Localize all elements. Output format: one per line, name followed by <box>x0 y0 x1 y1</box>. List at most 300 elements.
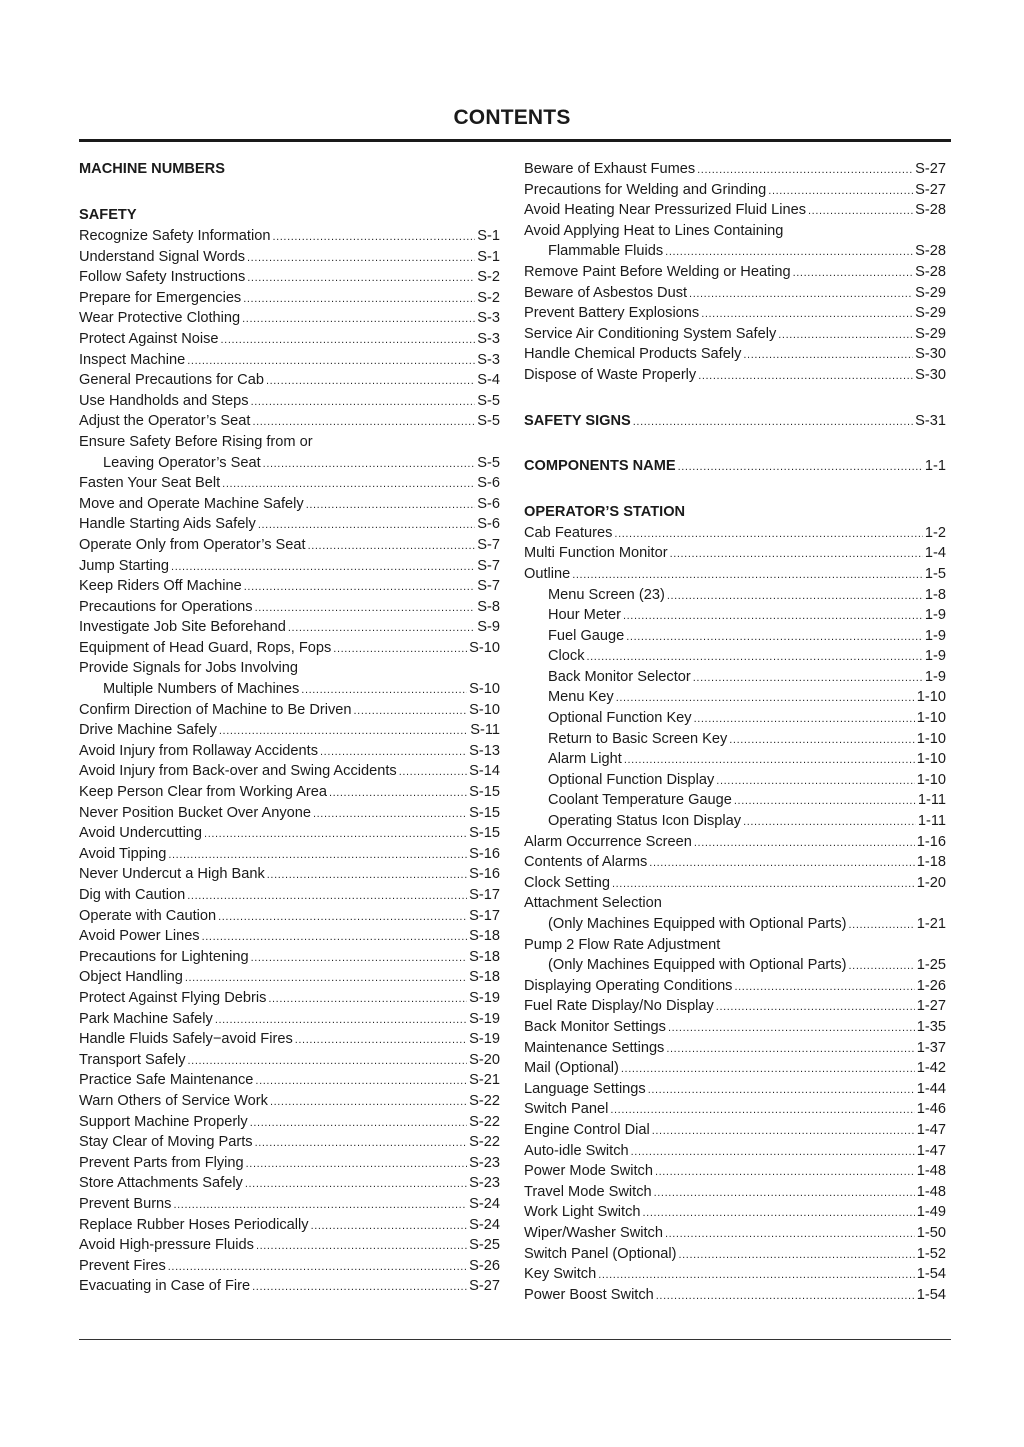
toc-entry-page: 1-20 <box>916 874 946 891</box>
toc-entry-label: Travel Mode Switch <box>524 1183 652 1200</box>
toc-entry[interactable] <box>79 1132 500 1153</box>
toc-entry[interactable] <box>79 1173 500 1194</box>
toc-entry-label: Mail (Optional) <box>524 1060 619 1077</box>
leader-dots <box>187 886 467 907</box>
leader-dots <box>250 1113 467 1134</box>
leader-dots <box>849 956 915 977</box>
toc-entry[interactable] <box>524 893 946 914</box>
toc-entry-label: Multiple Numbers of Machines <box>103 681 300 698</box>
toc-entry-page: S-26 <box>469 1257 500 1274</box>
toc-entry[interactable] <box>524 1099 946 1120</box>
toc-entry-page: S-22 <box>469 1092 500 1109</box>
toc-entry-label: Displaying Operating Conditions <box>524 977 733 994</box>
toc-entry-page: S-27 <box>915 161 946 177</box>
toc-entry-label: Work Light Switch <box>524 1204 641 1221</box>
leader-dots <box>849 915 915 936</box>
toc-entry[interactable] <box>524 1161 946 1182</box>
toc-entry-label: Jump Starting <box>79 557 170 574</box>
leader-dots <box>255 1071 467 1092</box>
toc-entry-label: Leaving Operator’s Seat <box>103 454 261 471</box>
station-entry-list <box>524 523 946 1306</box>
toc-entry-label: Wear Protective Clothing <box>79 310 241 327</box>
toc-entry-label: Optional Function Key <box>548 710 692 727</box>
leader-dots <box>614 524 922 545</box>
toc-entry[interactable] <box>524 159 946 180</box>
heading-operators-station[interactable]: OPERATOR’S STATION <box>524 503 686 520</box>
toc-entry-page: 1-16 <box>916 833 946 850</box>
toc-entry-label: Evacuating in Case of Fire <box>79 1278 251 1295</box>
toc-entry[interactable] <box>524 1079 946 1100</box>
toc-entry-label: Drive Machine Safely <box>79 722 217 739</box>
toc-entry-label: Prepare for Emergencies <box>79 289 242 306</box>
leader-dots <box>173 1195 467 1216</box>
toc-entry-label: Switch Panel (Optional) <box>524 1245 677 1262</box>
leader-dots <box>247 268 475 289</box>
toc-entry[interactable] <box>79 967 500 988</box>
leader-dots <box>587 647 923 668</box>
title-rule <box>79 139 951 142</box>
toc-entry-page: 1-26 <box>916 977 946 994</box>
toc-entry-page: S-19 <box>469 989 500 1006</box>
toc-entry[interactable] <box>79 288 500 309</box>
toc-entry-label: Never Position Bucket Over Anyone <box>79 804 311 821</box>
toc-entry-label: Clock <box>548 648 585 665</box>
toc-entry-label: Maintenance Settings <box>524 1039 665 1056</box>
leader-dots <box>256 1236 467 1257</box>
toc-entry-page: S-3 <box>477 330 500 347</box>
toc-entry-page: S-2 <box>477 289 500 306</box>
toc-entry[interactable] <box>79 329 500 350</box>
toc-entry[interactable] <box>524 365 946 386</box>
toc-entry-page: S-14 <box>469 763 500 780</box>
toc-entry-page: S-8 <box>477 598 500 615</box>
toc-entry[interactable] <box>79 1235 500 1256</box>
toc-entry[interactable] <box>79 1050 500 1071</box>
toc-entry[interactable] <box>79 844 500 865</box>
toc-entry[interactable] <box>524 914 946 935</box>
leader-dots <box>655 1162 915 1183</box>
toc-entry[interactable] <box>79 1009 500 1030</box>
toc-entry[interactable] <box>79 494 500 515</box>
toc-entry[interactable] <box>79 1153 500 1174</box>
toc-entry[interactable] <box>79 432 500 453</box>
toc-entry[interactable] <box>79 823 500 844</box>
toc-entry-label: Replace Rubber Hoses Periodically <box>79 1216 309 1233</box>
toc-entry-page: 1-2 <box>924 524 946 541</box>
leader-dots <box>668 1018 915 1039</box>
toc-entry[interactable] <box>79 350 500 371</box>
toc-entry-label: Store Attachments Safely <box>79 1175 243 1192</box>
leader-dots <box>621 1059 915 1080</box>
toc-entry[interactable] <box>79 803 500 824</box>
toc-entry-page: 1-52 <box>916 1245 946 1262</box>
leader-dots <box>768 181 913 202</box>
toc-entry[interactable] <box>79 658 500 679</box>
toc-entry-page: S-29 <box>915 325 946 342</box>
toc-entry-label: Prevent Fires <box>79 1257 166 1274</box>
toc-entry-label: Protect Against Flying Debris <box>79 989 267 1006</box>
toc-entry-label: Support Machine Properly <box>79 1113 248 1130</box>
toc-entry[interactable] <box>79 988 500 1009</box>
toc-entry[interactable] <box>79 1029 500 1050</box>
toc-entry-label: Fuel Gauge <box>548 627 625 644</box>
toc-entry[interactable] <box>524 180 946 201</box>
toc-entry-label: Provide Signals for Jobs Involving <box>79 660 299 677</box>
toc-entry-label: Key Switch <box>524 1266 597 1283</box>
toc-entry[interactable] <box>524 852 946 873</box>
toc-entry-label: (Only Machines Equipped with Optional Parts) <box>548 916 847 932</box>
toc-entry[interactable] <box>524 605 946 626</box>
toc-entry[interactable] <box>79 1256 500 1277</box>
leader-dots <box>716 997 915 1018</box>
leader-dots <box>666 1039 914 1060</box>
toc-entry-page: S-18 <box>469 969 500 986</box>
toc-entry[interactable] <box>79 576 500 597</box>
toc-entry[interactable] <box>524 996 946 1017</box>
toc-entry[interactable] <box>524 1244 946 1265</box>
toc-entry-page: S-24 <box>469 1216 500 1233</box>
leader-dots <box>187 351 475 372</box>
toc-entry[interactable] <box>524 1285 946 1306</box>
toc-entry[interactable] <box>524 241 946 262</box>
toc-entry-page: 1-10 <box>916 751 946 768</box>
toc-entry[interactable] <box>524 646 946 667</box>
toc-entry-page: S-1 <box>477 228 500 244</box>
toc-entry-label: Keep Person Clear from Working Area <box>79 784 327 801</box>
leader-dots <box>734 977 914 998</box>
toc-entry-label: Avoid Undercutting <box>79 825 203 842</box>
leader-dots <box>252 412 475 433</box>
toc-entry-label: Back Monitor Selector <box>548 668 691 685</box>
toc-entry-label: Back Monitor Settings <box>524 1018 666 1035</box>
toc-entry-label: Operate Only from Operator’s Seat <box>79 536 306 553</box>
toc-entry-label: Precautions for Lightening <box>79 948 249 965</box>
toc-entry-label: Handle Chemical Products Safely <box>524 346 742 363</box>
toc-entry-page: S-29 <box>915 305 946 322</box>
leader-dots <box>270 1092 467 1113</box>
toc-entry-label: Warn Others of Service Work <box>79 1092 268 1109</box>
toc-entry-page: 1-11 <box>917 813 946 830</box>
toc-entry-label: Clock Setting <box>524 874 610 891</box>
toc-entry[interactable] <box>79 1276 500 1297</box>
toc-entry-label: Engine Control Dial <box>524 1121 650 1138</box>
toc-entry[interactable] <box>524 832 946 853</box>
toc-entry-label: Flammable Fluids <box>548 243 664 260</box>
leader-dots <box>272 227 475 248</box>
toc-entry-label: Follow Safety Instructions <box>79 269 246 286</box>
toc-entry-page: S-30 <box>915 346 946 363</box>
leader-dots <box>245 1174 467 1195</box>
toc-entry-label: Prevent Parts from Flying <box>79 1154 244 1171</box>
toc-entry-label: Auto-idle Switch <box>524 1142 629 1159</box>
toc-entry-page: S-18 <box>469 948 500 965</box>
leader-dots <box>202 927 468 948</box>
toc-entry-page: 1-9 <box>924 607 946 624</box>
toc-entry[interactable] <box>79 556 500 577</box>
leader-dots <box>679 1245 915 1266</box>
toc-entry[interactable] <box>79 1091 500 1112</box>
toc-entry[interactable] <box>524 667 946 688</box>
toc-entry-page: S-3 <box>477 351 500 368</box>
leader-dots <box>168 845 467 866</box>
toc-entry[interactable] <box>79 370 500 391</box>
toc-entry[interactable] <box>79 1215 500 1236</box>
toc-entry-page: S-10 <box>469 639 500 656</box>
toc-entry-page: 1-42 <box>916 1060 946 1077</box>
toc-entry-page: S-29 <box>915 284 946 301</box>
toc-entry-label: Use Handholds and Steps <box>79 392 249 409</box>
toc-entry-page: S-4 <box>477 372 500 389</box>
toc-entry[interactable] <box>524 687 946 708</box>
toc-entry-label: Operating Status Icon Display <box>548 813 742 830</box>
toc-entry-label: Optional Function Display <box>548 771 715 788</box>
leader-dots <box>168 1257 467 1278</box>
toc-entry[interactable] <box>79 391 500 412</box>
toc-entry[interactable] <box>524 324 946 345</box>
toc-entry-page: 1-9 <box>924 668 946 685</box>
toc-entry-page: 1-54 <box>916 1286 946 1303</box>
toc-entry-label: Contents of Alarms <box>524 854 648 871</box>
toc-entry[interactable] <box>79 741 500 762</box>
toc-entry-page: S-20 <box>469 1051 500 1068</box>
safety-entry-list <box>79 226 500 1297</box>
toc-entry-page: S-17 <box>469 887 500 903</box>
toc-entry[interactable] <box>79 473 500 494</box>
leader-dots <box>204 824 467 845</box>
toc-entry[interactable] <box>524 790 946 811</box>
toc-entry-page: S-17 <box>469 907 500 924</box>
toc-entry-label: Outline <box>524 565 571 582</box>
toc-entry[interactable] <box>524 344 946 365</box>
leader-dots <box>701 304 913 325</box>
toc-entry-page: S-25 <box>469 1237 500 1254</box>
toc-entry-page: 1-10 <box>916 730 946 747</box>
leader-dots <box>263 454 476 475</box>
leader-dots <box>643 1203 915 1224</box>
leader-dots <box>311 1216 468 1237</box>
toc-entry-page: S-15 <box>469 784 500 801</box>
toc-entry-page: S-19 <box>469 1031 500 1048</box>
leader-dots <box>667 586 923 607</box>
toc-entry[interactable] <box>79 926 500 947</box>
toc-entry[interactable] <box>524 770 946 791</box>
toc-entry[interactable] <box>524 303 946 324</box>
heading-machine-numbers[interactable]: MACHINE NUMBERS <box>79 161 225 177</box>
toc-entry-page: 1-35 <box>916 1018 946 1035</box>
toc-entry-safety-signs[interactable] <box>524 411 946 432</box>
toc-entry[interactable] <box>524 626 946 647</box>
toc-entry[interactable] <box>524 1017 946 1038</box>
toc-entry-page: S-16 <box>469 866 500 883</box>
toc-entry-label: Move and Operate Machine Safely <box>79 495 304 512</box>
leader-dots <box>247 248 475 269</box>
toc-entry[interactable] <box>524 976 946 997</box>
toc-entry[interactable] <box>79 700 500 721</box>
toc-entry[interactable] <box>524 564 946 585</box>
toc-entry[interactable] <box>79 638 500 659</box>
toc-entry-label: Beware of Asbestos Dust <box>524 284 688 301</box>
toc-entry[interactable] <box>79 308 500 329</box>
toc-entry[interactable] <box>79 864 500 885</box>
toc-entry-label: Never Undercut a High Bank <box>79 866 265 883</box>
toc-entry[interactable] <box>524 221 946 242</box>
toc-entry-page: 1-49 <box>916 1204 946 1221</box>
leader-dots <box>729 730 915 751</box>
toc-entry-page: 1-47 <box>916 1142 946 1159</box>
toc-entry-page: 1-44 <box>916 1080 946 1097</box>
leader-dots <box>652 1121 915 1142</box>
toc-entry-label: Menu Screen (23) <box>548 586 665 603</box>
toc-entry[interactable] <box>524 708 946 729</box>
toc-entry[interactable] <box>79 267 500 288</box>
toc-entry-page: S-15 <box>469 825 500 842</box>
leader-dots <box>218 907 467 928</box>
toc-entry-page: S-3 <box>477 310 500 327</box>
leader-dots <box>598 1265 915 1286</box>
leader-dots <box>308 536 476 557</box>
toc-entry-page: S-11 <box>470 722 500 739</box>
toc-entry-label: Park Machine Safely <box>79 1010 213 1027</box>
toc-entry[interactable] <box>79 761 500 782</box>
toc-entry-label: Recognize Safety Information <box>79 228 271 244</box>
toc-entry[interactable] <box>79 1194 500 1215</box>
leader-dots <box>624 750 915 771</box>
toc-entry-page: S-7 <box>477 557 500 574</box>
toc-entry[interactable] <box>524 262 946 283</box>
toc-entry[interactable] <box>524 1202 946 1223</box>
toc-entry-label: Avoid Tipping <box>79 845 167 862</box>
toc-entry-label: Prevent Burns <box>79 1195 172 1212</box>
toc-entry[interactable] <box>79 782 500 803</box>
leader-dots <box>288 618 475 639</box>
toc-entry-page: 1-50 <box>916 1224 946 1241</box>
toc-entry-label: Keep Riders Off Machine <box>79 578 242 595</box>
toc-entry[interactable] <box>79 453 500 474</box>
toc-entry-page: S-22 <box>469 1113 500 1130</box>
toc-entry-label: Language Settings <box>524 1080 646 1097</box>
toc-entry-page: S-7 <box>477 578 500 595</box>
leader-dots <box>698 366 913 387</box>
toc-entry-label: Avoid Injury from Rollaway Accidents <box>79 742 319 759</box>
toc-entry-label: Fuel Rate Display/No Display <box>524 998 714 1015</box>
toc-entry[interactable] <box>79 411 500 432</box>
toc-entry-page: S-30 <box>915 366 946 383</box>
toc-entry[interactable] <box>79 535 500 556</box>
toc-entry-page: S-27 <box>915 181 946 198</box>
footer-rule <box>79 1339 951 1340</box>
toc-entry[interactable] <box>524 729 946 750</box>
toc-entry[interactable] <box>79 885 500 906</box>
toc-entry-page: 1-37 <box>916 1039 946 1056</box>
toc-entry-label: Avoid Injury from Back-over and Swing Accidents <box>79 763 397 780</box>
toc-entry[interactable] <box>524 955 946 976</box>
toc-entry-label: Inspect Machine <box>79 351 186 368</box>
leader-dots <box>693 668 923 689</box>
toc-entry[interactable] <box>524 1264 946 1285</box>
toc-left-column <box>79 159 500 1297</box>
toc-entry[interactable] <box>79 514 500 535</box>
toc-entry-label: Operate with Caution <box>79 907 217 924</box>
toc-entry[interactable] <box>524 935 946 956</box>
leader-dots <box>251 392 476 413</box>
leader-dots <box>734 791 916 812</box>
toc-entry[interactable] <box>79 247 500 268</box>
toc-entry[interactable] <box>524 1141 946 1162</box>
leader-dots <box>313 804 467 825</box>
toc-entry[interactable] <box>79 947 500 968</box>
toc-entry[interactable] <box>524 1038 946 1059</box>
toc-entry-label: General Precautions for Cab <box>79 372 264 389</box>
toc-entry[interactable] <box>524 873 946 894</box>
toc-entry[interactable] <box>79 1070 500 1091</box>
toc-entry[interactable] <box>79 597 500 618</box>
toc-entry-page: 1-47 <box>916 1121 946 1138</box>
leader-dots <box>665 1224 915 1245</box>
leader-dots <box>251 948 468 969</box>
toc-entry-page: 1-10 <box>916 771 946 788</box>
toc-entry-label: Handle Starting Aids Safely <box>79 516 256 533</box>
toc-entry[interactable] <box>524 200 946 221</box>
leader-dots <box>665 242 913 263</box>
leader-dots <box>301 680 467 701</box>
toc-entry-label: Handle Fluids Safely−avoid Fires <box>79 1031 293 1048</box>
toc-entry[interactable] <box>79 226 500 247</box>
toc-entry-page: S-6 <box>477 495 500 512</box>
toc-entry-page: S-15 <box>469 804 500 821</box>
toc-entry-page: S-16 <box>469 845 500 862</box>
toc-entry[interactable] <box>524 585 946 606</box>
leader-dots <box>399 762 467 783</box>
toc-entry[interactable] <box>524 543 946 564</box>
toc-entry-page: 1-48 <box>916 1183 946 1200</box>
toc-entry[interactable] <box>524 523 946 544</box>
toc-entry-label: Object Handling <box>79 969 183 986</box>
leader-dots <box>654 1183 915 1204</box>
toc-entry[interactable] <box>79 1112 500 1133</box>
toc-entry-label: Confirm Direction of Machine to Be Driven <box>79 701 352 718</box>
toc-entry-page: 1-9 <box>924 627 946 644</box>
toc-entry[interactable] <box>524 811 946 832</box>
leader-dots <box>716 771 914 792</box>
leader-dots <box>252 1277 467 1298</box>
toc-entry[interactable] <box>524 283 946 304</box>
toc-entry-page: 1-10 <box>916 710 946 727</box>
toc-entry-page: S-22 <box>469 1134 500 1151</box>
toc-entry[interactable] <box>524 1120 946 1141</box>
toc-entry[interactable] <box>79 679 500 700</box>
toc-entry[interactable] <box>524 1223 946 1244</box>
toc-entry[interactable] <box>79 720 500 741</box>
toc-entry-page: S-23 <box>469 1154 500 1171</box>
heading-safety[interactable]: SAFETY <box>79 207 137 223</box>
toc-entry[interactable] <box>79 617 500 638</box>
leader-dots <box>329 783 467 804</box>
toc-entry-components-name[interactable] <box>524 456 946 477</box>
toc-entry-label: Power Boost Switch <box>524 1286 654 1303</box>
toc-entry-page: 1-9 <box>924 648 946 665</box>
toc-entry-label: Remove Paint Before Welding or Heating <box>524 263 791 280</box>
toc-entry[interactable] <box>79 906 500 927</box>
leader-dots <box>793 263 914 284</box>
toc-entry[interactable] <box>524 1058 946 1079</box>
toc-entry[interactable] <box>524 749 946 770</box>
leader-dots <box>612 874 915 895</box>
toc-entry[interactable] <box>524 1182 946 1203</box>
toc-entry-page: 1-8 <box>924 586 946 603</box>
toc-entry-page: S-28 <box>915 202 946 219</box>
leader-dots <box>656 1286 915 1307</box>
leader-dots <box>670 544 923 565</box>
